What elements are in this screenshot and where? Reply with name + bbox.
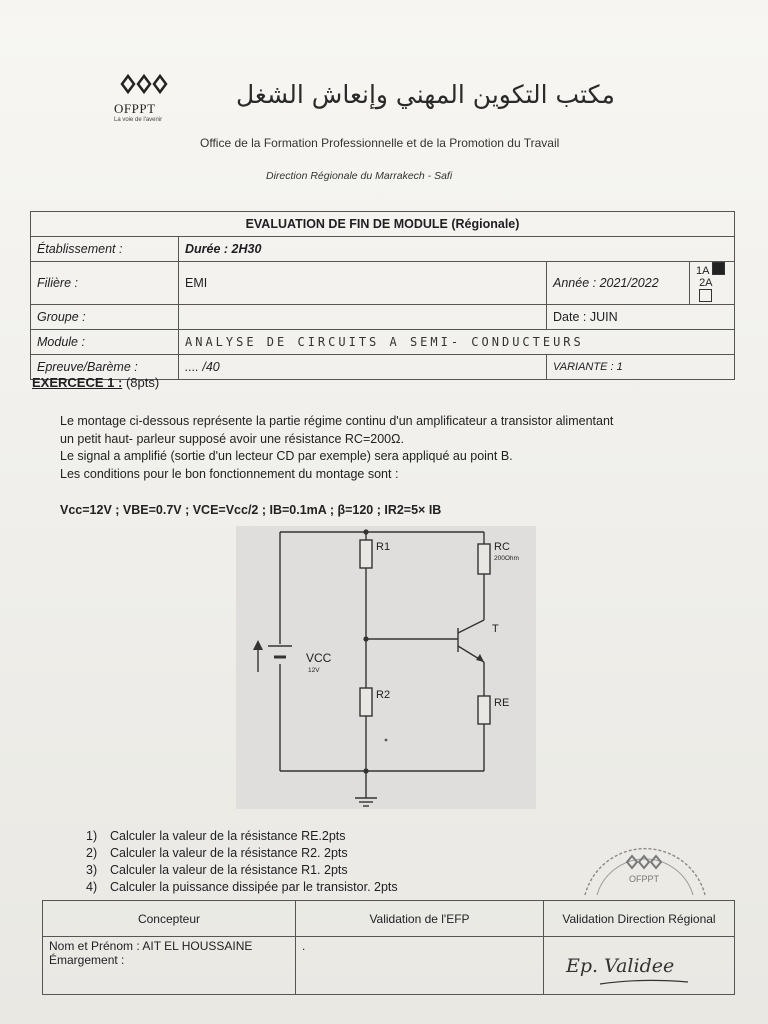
paragraph-line: Le signal a amplifié (sortie d'un lecteur CD par exemple) sera appliqué au point B. [60,449,513,463]
efp-mark: . [302,939,306,953]
exercise-conditions: Vcc=12V ; VBE=0.7V ; VCE=Vcc/2 ; IB=0.1mA ; β=120 ; IR2=5× IB [60,503,442,517]
epreuve-label: Epreuve/Barème : [31,355,179,380]
signature-text: Ep. Validee [566,955,675,977]
validation-efp-cell [296,937,544,995]
annee-options [690,262,735,305]
exercise-heading [32,375,159,390]
filiere-label: Filière : [31,262,179,305]
concepteur-nom: Nom et Prénom : AIT EL HOUSSAINE [49,939,253,953]
emargement-label: Émargement : [49,953,125,967]
question-list [86,828,398,896]
r1-resistor [360,540,372,568]
circuit-diagram [236,526,536,809]
etablissement-label: Établissement : [31,237,179,262]
duree: Durée : 2H30 [179,237,735,262]
vcc-value: 12V [308,667,320,674]
date: Date : JUIN [547,305,735,330]
re-label: RE [494,697,510,709]
ofppt-logo-icon [118,72,174,96]
logo-text: OFPPT [114,101,156,116]
annee: Année : 2021/2022 [547,262,690,305]
r2-label: R2 [376,689,391,701]
option-1a-checkbox[interactable] [712,262,725,275]
groupe-value [179,305,547,330]
question-item: 2) Calculer la valeur de la résistance R2. 2pts [86,846,348,860]
exercise-paragraph [60,413,710,483]
filiere-value: EMI [179,262,547,305]
bareme: .... /40 [179,355,547,380]
official-stamp-icon [575,800,715,910]
question-item: 3) Calculer la valeur de la résistance R1. 2pts [86,863,348,877]
variante: VARIANTE : 1 [547,355,735,380]
signature-icon [560,942,710,992]
stamp-text: OFPPT [629,874,660,884]
logo-tagline: La voie de l'avenir [114,117,163,123]
concepteur-cell [43,937,296,995]
r1-label: R1 [376,541,391,553]
option-2a-label: 2A [699,277,713,289]
exercise-points: (8pts) [125,375,160,390]
rc-value: 200Ohm [494,555,519,562]
exam-title: EVALUATION DE FIN DE MODULE (Régionale) [31,212,735,237]
module-label: Module : [31,330,179,355]
rc-label: RC [494,541,510,553]
r2-resistor [360,688,372,716]
paragraph-line: un petit haut- parleur supposé avoir une résistance RC=200Ω. [60,431,404,446]
rc-resistor [478,544,490,574]
office-name: Office de la Formation Professionnelle et de la Promotion du Travail [200,136,560,150]
validation-dr-header: Validation Direction Régional [544,901,735,937]
groupe-label: Groupe : [31,305,179,330]
question-item: 1) Calculer la valeur de la résistance RE.2pts [86,829,346,843]
concepteur-header: Concepteur [43,901,296,937]
transistor-label: T [492,623,499,635]
validation-efp-header: Validation de l'EFP [296,901,544,937]
vcc-label: VCC [306,651,332,665]
option-2a-checkbox[interactable] [699,289,712,302]
exercise-title: EXERCECE 1 : [32,375,123,390]
paragraph-line: Le montage ci-dessous représente la partie régime continu d'un amplificateur a transistor alimentant [60,414,614,428]
direction-regionale: Direction Régionale du Marrakech - Safi [266,170,453,182]
question-item: 4) Calculer la puissance dissipée par le transistor. 2pts [86,880,398,894]
module-value: ANALYSE DE CIRCUITS A SEMI- CONDUCTEURS [179,330,735,355]
exam-info-table [30,211,735,380]
option-1a-label: 1A [696,265,710,277]
re-resistor [478,696,490,724]
paragraph-line: Les conditions pour le bon fonctionnement du montage sont : [60,466,399,481]
arrow-up-icon [253,640,263,650]
arabic-title: مكتب التكوين المهني وإنعاش الشغل [236,80,615,109]
